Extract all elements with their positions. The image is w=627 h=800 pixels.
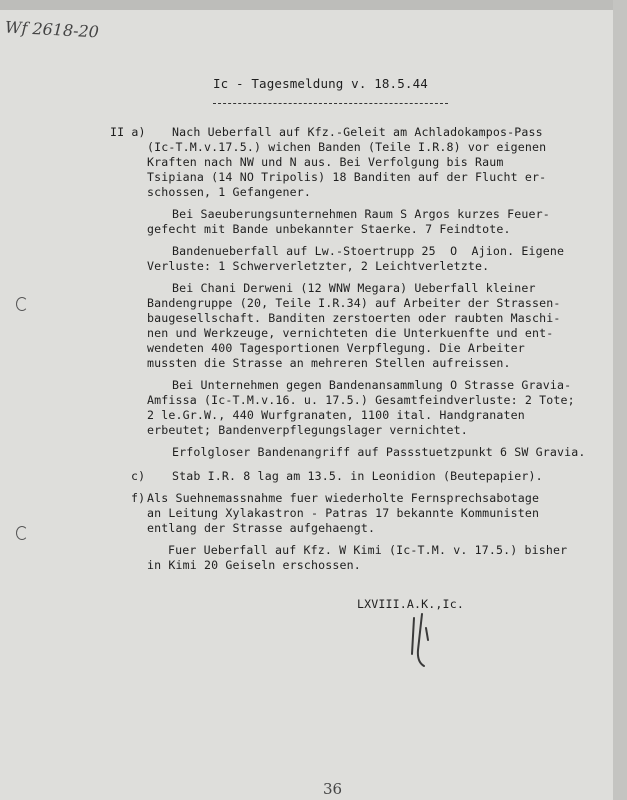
text-line: Bei Unternehmen gegen Bandenansammlung O Strasse Gravia- [172, 378, 572, 392]
text-line: Verluste: 1 Schwerverletzter, 2 Leichtverletzte. [147, 259, 490, 273]
title-underline [213, 103, 448, 104]
text-line: Fuer Ueberfall auf Kfz. W Kimi (Ic-T.M. v. 17.5.) bisher [168, 543, 568, 557]
text-line: gefecht mit Bande unbekannter Staerke. 7 Feindtote. [147, 222, 511, 236]
text-line: in Kimi 20 Geiseln erschossen. [147, 558, 361, 572]
item-label-c: c) [131, 469, 146, 483]
text-line: erbeutet; Bandenverpflegungslager vernichtet. [147, 423, 468, 437]
text-line: entlang der Strasse aufgehaengt. [147, 521, 376, 535]
text-line: 2 le.Gr.W., 440 Wurfgranaten, 1100 ital. Handgranaten [147, 408, 525, 422]
text-line: Nach Ueberfall auf Kfz.-Geleit am Achladokampos-Pass [172, 125, 543, 139]
punch-hole [16, 526, 28, 540]
scan-edge-right [613, 0, 627, 800]
text-line: Stab I.R. 8 lag am 13.5. in Leonidion (Beutepapier). [172, 469, 543, 483]
text-line: nen und Werkzeuge, vernichteten die Unterkuenfte und ent- [147, 326, 554, 340]
signature-block: LXVIII.A.K.,Ic. [357, 597, 464, 611]
handwritten-signature [400, 610, 440, 670]
text-line: Amfissa (Ic-T.M.v.16. u. 17.5.) Gesamtfeindverluste: 2 Tote; [147, 393, 575, 407]
page-number: 36 [323, 780, 343, 798]
text-line: Bandenueberfall auf Lw.-Stoertrupp 25 O Ajion. Eigene [172, 244, 565, 258]
section-label: II a) [110, 125, 146, 139]
text-line: Kraften nach NW und N aus. Bei Verfolgung bis Raum [147, 155, 504, 169]
archive-mark: Wf 2618-20 [4, 17, 100, 42]
text-line: Als Suehnemassnahme fuer wiederholte Fernsprechsabotage [147, 491, 540, 505]
text-line: Erfolgloser Bandenangriff auf Passstuetzpunkt 6 SW Gravia. [172, 445, 586, 459]
text-line: Bandengruppe (20, Teile I.R.34) auf Arbeiter der Strassen- [147, 296, 561, 310]
text-line: baugesellschaft. Banditen zerstoerten oder raubten Maschi- [147, 311, 561, 325]
text-line: schossen, 1 Gefangener. [147, 185, 311, 199]
text-line: wendeten 400 Tagesportionen Verpflegung. Die Arbeiter [147, 341, 525, 355]
punch-hole [16, 297, 28, 311]
text-line: Bei Saeuberungsunternehmen Raum S Argos kurzes Feuer- [172, 207, 550, 221]
text-line: Tsipiana (14 NO Tripolis) 18 Banditen auf der Flucht er- [147, 170, 547, 184]
text-line: (Ic-T.M.v.17.5.) wichen Banden (Teile I.R.8) vor eigenen [147, 140, 547, 154]
scan-edge-top [0, 0, 627, 10]
text-line: an Leitung Xylakastron - Patras 17 bekannte Kommunisten [147, 506, 540, 520]
text-line: Bei Chani Derweni (12 WNW Megara) Ueberfall kleiner [172, 281, 536, 295]
document-title: Ic - Tagesmeldung v. 18.5.44 [213, 76, 428, 91]
text-line: mussten die Strasse an mehreren Stellen aufreissen. [147, 356, 511, 370]
item-label-f: f) [131, 491, 146, 505]
